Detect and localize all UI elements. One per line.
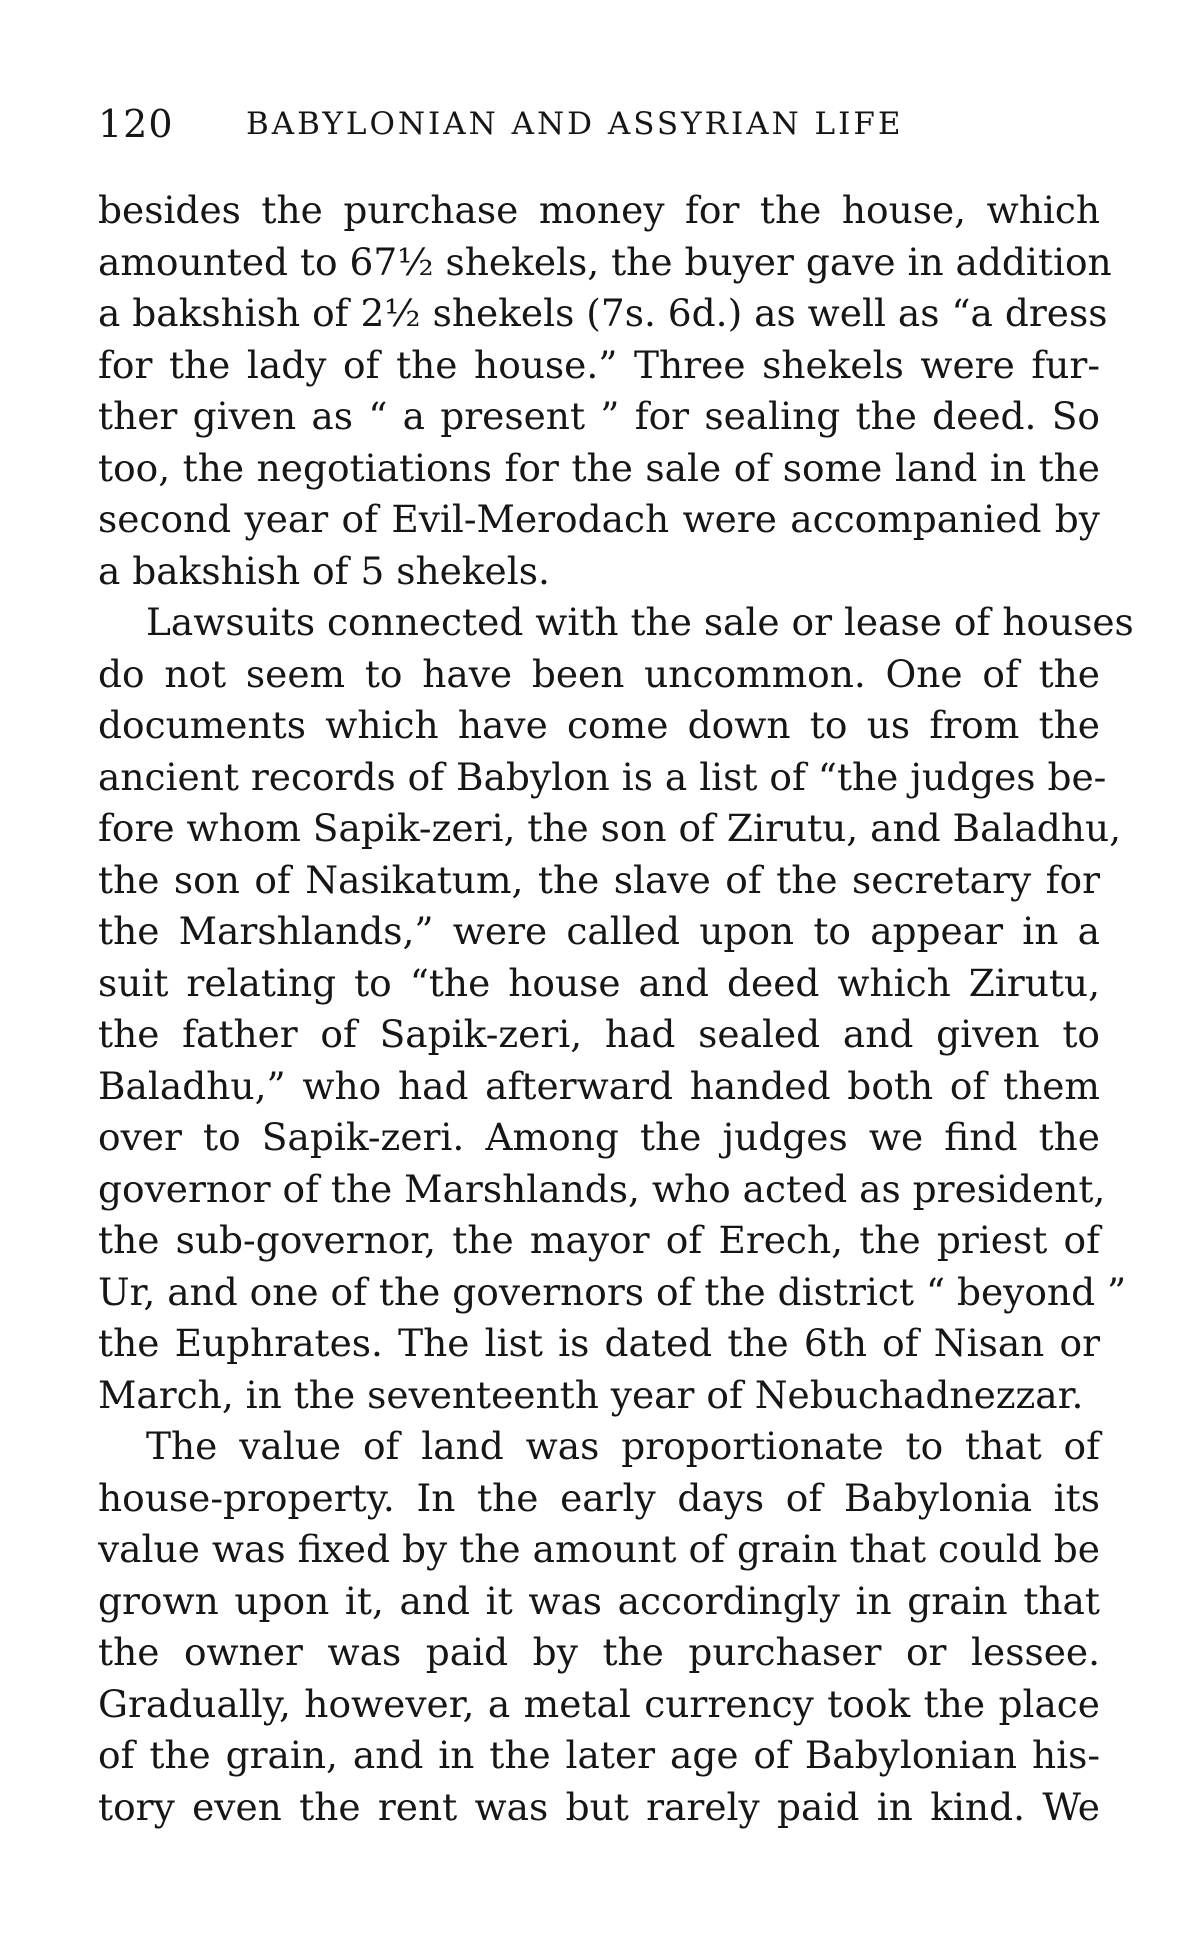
text-line: besides the purchase money for the house, which [98,188,1100,232]
text-line: the sub-governor, the mayor of Erech, the priest of [98,1218,1100,1262]
text-line: ther given as “ a present ” for sealing the deed. So [98,394,1100,438]
running-head [98,98,1098,148]
paragraph-end-line: a bakshish of 5 shekels. [98,548,550,593]
body-text [98,185,1134,1833]
text-line: value was fixed by the amount of grain that could be [98,1527,1100,1571]
text-line: too, the negotiations for the sale of some land in the [98,445,1100,490]
text-line: do not seem to have been uncommon. One of the [98,651,1100,696]
text-line: for the lady of the house.” Three shekels were fur- [98,342,1100,387]
running-title: BABYLONIAN AND ASSYRIAN LIFE [246,106,904,142]
text-line: the Marshlands,” were called upon to appear in a [98,909,1100,953]
paragraph-start-line: The value of land was proportionate to that of [146,1424,1100,1468]
text-line: documents which have come down to us from the [98,703,1100,747]
text-line: Ur, and one of the governors of the district “ beyond ” [98,1269,1127,1314]
text-line: house-property. In the early days of Babylonia its [98,1475,1100,1520]
text-line: suit relating to “the house and deed which Zirutu, [98,960,1100,1005]
text-line: Gradually, however, a metal currency took the place [98,1681,1100,1726]
text-line: amounted to 67½ shekels, the buyer gave in addition [98,239,1112,284]
text-line: over to Sapik-zeri. Among the judges we find the [98,1115,1100,1159]
text-line: the owner was paid by the purchaser or lessee. [98,1630,1100,1674]
text-line: ancient records of Babylon is a list of “the judges be- [98,754,1107,799]
text-line: the son of Nasikatum, the slave of the secretary for [98,857,1100,902]
text-line: grown upon it, and it was accordingly in grain that [98,1578,1100,1623]
text-line: second year of Evil-Merodach were accompanied by [98,497,1100,541]
text-line: Baladhu,” who had afterward handed both of them [98,1063,1100,1108]
text-line: the Euphrates. The list is dated the 6th of Nisan or [98,1321,1100,1365]
paragraph-start-line: Lawsuits connected with the sale or lease of houses [146,600,1134,644]
text-line: a bakshish of 2½ shekels (7s. 6d.) as well as “a dress [98,291,1108,335]
text-line: of the grain, and in the later age of Babylonian his- [98,1733,1100,1777]
text-line: fore whom Sapik-zeri, the son of Zirutu, and Baladhu, [98,806,1122,850]
paragraph-end-line: March, in the seventeenth year of Nebuchadnezzar. [98,1372,1084,1417]
text-line: governor of the Marshlands, who acted as president, [98,1166,1106,1211]
text-line: tory even the rent was but rarely paid in kind. We [98,1784,1100,1829]
text-line: the father of Sapik-zeri, had sealed and given to [98,1012,1100,1056]
page-number: 120 [98,102,174,146]
